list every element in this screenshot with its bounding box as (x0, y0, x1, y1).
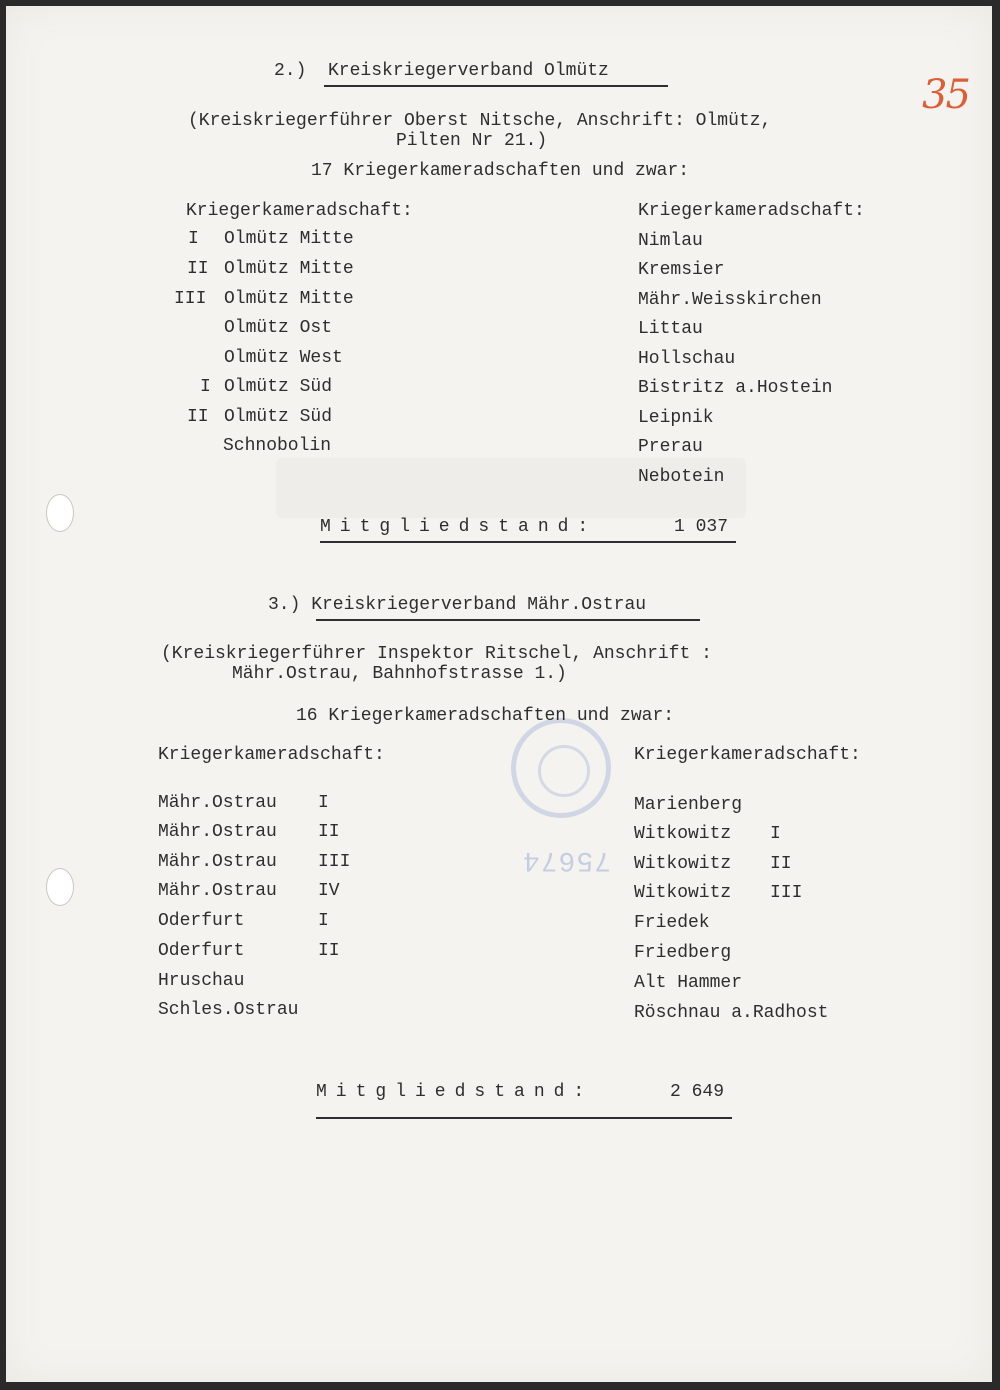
item-name: Mähr.Ostrau (158, 822, 277, 842)
item-name: Schles.Ostrau (158, 1000, 299, 1020)
handwritten-page-number: 35 (922, 72, 969, 118)
list-item: Hollschau (638, 349, 736, 369)
item-number: II (187, 407, 209, 427)
list-item: Mähr.Weisskirchen (638, 290, 822, 310)
section2-members-label: Mitgliedstand: (320, 517, 598, 537)
item-name: Friedek (634, 913, 710, 933)
item-name: Witkowitz (634, 824, 732, 844)
item-name: Olmütz Ost (224, 318, 333, 338)
item-name: Witkowitz (634, 854, 732, 874)
item-name: Oderfurt (158, 941, 245, 961)
item-number: III (174, 289, 207, 309)
punch-hole-bottom (46, 868, 74, 906)
archive-stamp (511, 718, 611, 818)
section2-col-header-left: Kriegerkameradschaft: (186, 201, 413, 221)
list-item: Prerau (638, 437, 703, 457)
list-item: Leipnik (638, 408, 714, 428)
item-name: Olmütz Mitte (224, 259, 354, 279)
section2-members-value: 1 037 (674, 517, 729, 537)
section3-heading: 3.) Kreiskriegerverband Mähr.Ostrau (268, 595, 647, 615)
section3-heading-underline (316, 619, 700, 621)
item-name: Olmütz Süd (224, 407, 333, 427)
list-item: Nimlau (638, 231, 703, 251)
section2-members-underline (320, 541, 736, 543)
item-name: Schnobolin (223, 436, 332, 456)
item-number: I (770, 824, 781, 844)
item-number: I (200, 377, 211, 397)
item-number: II (318, 941, 340, 961)
section3-leader-line2: Mähr.Ostrau, Bahnhofstrasse 1.) (232, 664, 567, 684)
item-name: Olmütz Süd (224, 377, 333, 397)
item-number: II (770, 854, 792, 874)
section2-heading-underline (324, 85, 668, 87)
item-number: III (318, 852, 351, 872)
section2-leader-line2: Pilten Nr 21.) (396, 131, 548, 151)
punch-hole-top (46, 494, 74, 532)
section2-heading: 2.) Kreiskriegerverband Olmütz (274, 61, 609, 81)
item-number: III (770, 883, 803, 903)
item-name: Hruschau (158, 971, 245, 991)
section3-leader-line1: (Kreiskriegerführer Inspektor Ritschel, Anschrift : (161, 644, 712, 664)
item-number: IV (318, 881, 340, 901)
item-number: I (318, 911, 329, 931)
item-name: Olmütz Mitte (224, 229, 354, 249)
item-name: Oderfurt (158, 911, 245, 931)
item-name: Olmütz West (224, 348, 343, 368)
section3-members-underline (316, 1117, 732, 1119)
archive-number: 75674 (522, 844, 612, 875)
item-number: I (318, 793, 329, 813)
list-item: Nebotein (638, 467, 725, 487)
item-number: II (187, 259, 209, 279)
item-number: I (188, 229, 199, 249)
item-name: Marienberg (634, 795, 743, 815)
list-item: Littau (638, 319, 703, 339)
section2-count-line: 17 Kriegerkameradschaften und zwar: (311, 161, 690, 181)
section3-members-label: Mitgliedstand: (316, 1082, 594, 1102)
section3-members-value: 2 649 (670, 1082, 725, 1102)
item-name: Friedberg (634, 943, 732, 963)
document-page (6, 6, 992, 1382)
section2-leader-line1: (Kreiskriegerführer Oberst Nitsche, Anschrift: Olmütz, (188, 111, 772, 131)
list-item: Kremsier (638, 260, 725, 280)
list-item: Bistritz a.Hostein (638, 378, 833, 398)
item-name: Witkowitz (634, 883, 732, 903)
item-name: Röschnau a.Radhost (634, 1003, 829, 1023)
section3-col-header-right: Kriegerkameradschaft: (634, 745, 861, 765)
item-name: Olmütz Mitte (224, 289, 354, 309)
item-name: Mähr.Ostrau (158, 793, 277, 813)
section3-count-line: 16 Kriegerkameradschaften und zwar: (296, 706, 675, 726)
item-name: Mähr.Ostrau (158, 852, 277, 872)
item-name: Alt Hammer (634, 973, 743, 993)
item-name: Mähr.Ostrau (158, 881, 277, 901)
section3-col-header-left: Kriegerkameradschaft: (158, 745, 385, 765)
section2-col-header-right: Kriegerkameradschaft: (638, 201, 865, 221)
item-number: II (318, 822, 340, 842)
